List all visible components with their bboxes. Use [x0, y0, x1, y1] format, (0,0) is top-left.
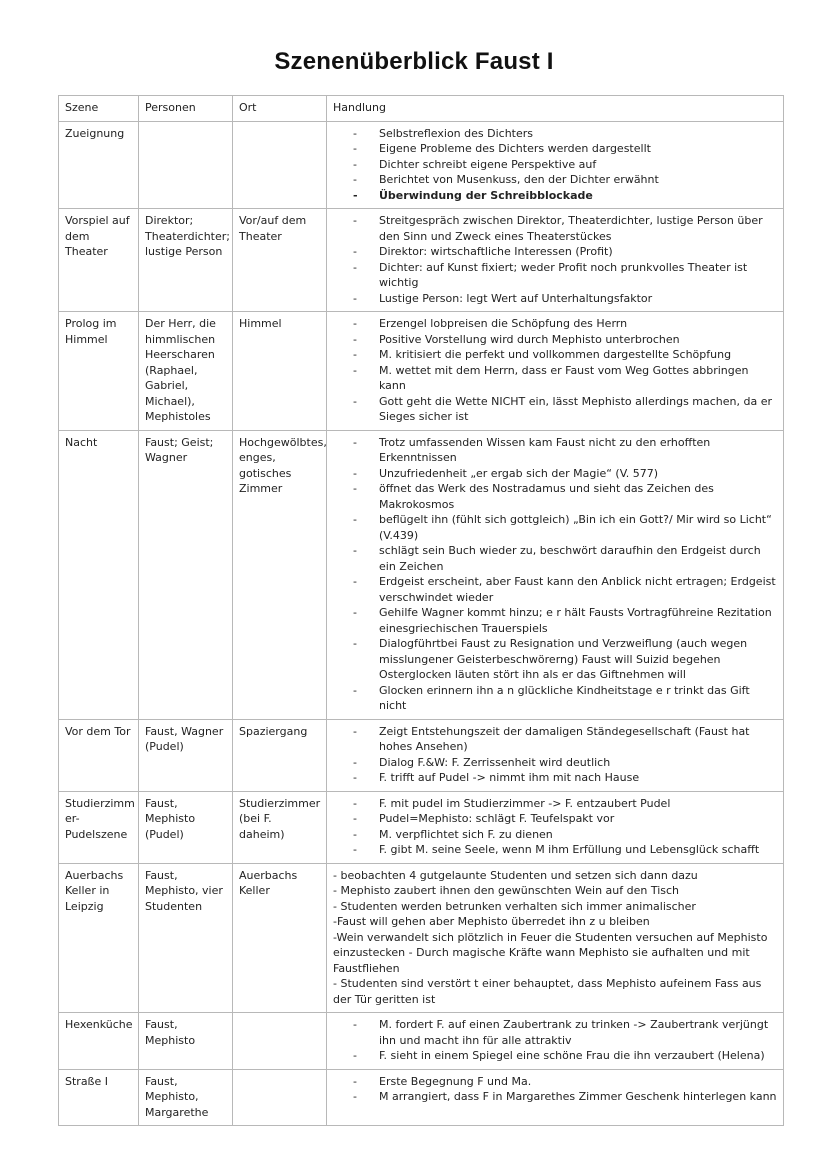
plot-item: - Dialog F.&W: F. Zerrissenheit wird deutlich	[377, 755, 777, 771]
location-cell: Auerbachs Keller	[233, 863, 327, 1013]
plot-item: - öffnet das Werk des Nostradamus und sieht das Zeichen des Makrokosmos	[377, 481, 777, 512]
plot-text: - beobachten 4 gutgelaunte Studenten und setzen sich dann dazu - Mephisto zaubert ihnen den gewünschten Wein auf den Tisch - Studenten werden betrunken verhalten sich immer animalischer -Faust will gehen aber Mephisto überredet ihn z u bleiben -Wein verwandelt sich plötzlich in Feuer die Studenten versuchen auf Mephisto einzustecken - Durch magische Kräfte wann Mephisto sie aufhalten und mit Faustfliehen - Studenten sind verstört t einer behauptet, dass Mephisto aufeinem Fass aus der Tür geritten ist	[333, 868, 768, 1006]
plot-cell	[327, 791, 784, 863]
persons-cell: Direktor; Theaterdichter; lustige Person	[139, 209, 233, 312]
plot-cell	[327, 430, 784, 719]
persons-cell: Faust, Mephisto, Margarethe	[139, 1069, 233, 1126]
scene-name-cell: Straße I	[59, 1069, 139, 1126]
plot-item: - Erdgeist erscheint, aber Faust kann den Anblick nicht ertragen; Erdgeist verschwindet wieder	[377, 574, 777, 605]
scene-table	[58, 95, 784, 1126]
plot-item: - Unzufriedenheit „er ergab sich der Magie“ (V. 577)	[377, 466, 777, 482]
plot-list	[333, 126, 777, 204]
table-row	[59, 863, 784, 1013]
plot-list	[333, 724, 777, 786]
plot-item: - Überwindung der Schreibblockade	[377, 188, 777, 204]
persons-cell: Faust, Mephisto	[139, 1013, 233, 1070]
plot-item: - Selbstreflexion des Dichters	[377, 126, 777, 142]
persons-cell: Faust; Geist; Wagner	[139, 430, 233, 719]
table-row	[59, 121, 784, 209]
plot-item: - Streitgespräch zwischen Direktor, Theaterdichter, lustige Person über den Sinn und Zweck eines Theaterstückes	[377, 213, 777, 244]
persons-cell: Faust, Mephisto, vier Studenten	[139, 863, 233, 1013]
location-cell: Spaziergang	[233, 719, 327, 791]
header-row	[59, 96, 784, 122]
plot-cell	[327, 312, 784, 431]
plot-item: - M. verpflichtet sich F. zu dienen	[377, 827, 777, 843]
plot-item: - Direktor: wirtschaftliche Interessen (Profit)	[377, 244, 777, 260]
persons-cell: Faust, Mephisto (Pudel)	[139, 791, 233, 863]
plot-item: - Berichtet von Musenkuss, den der Dichter erwähnt	[377, 172, 777, 188]
plot-item: - Gott geht die Wette NICHT ein, lässt Mephisto allerdings machen, da er Sieges sicher ist	[377, 394, 777, 425]
table-row	[59, 1013, 784, 1070]
location-cell: Hochgewölbtes, enges, gotisches Zimmer	[233, 430, 327, 719]
header-ort: Ort	[233, 96, 327, 122]
plot-item: - Erste Begegnung F und Ma.	[377, 1074, 777, 1090]
plot-item: - M. kritisiert die perfekt und vollkommen dargestellte Schöpfung	[377, 347, 777, 363]
plot-cell	[327, 121, 784, 209]
plot-item: - schlägt sein Buch wieder zu, beschwört daraufhin den Erdgeist durch ein Zeichen	[377, 543, 777, 574]
page-title: Szenenüberblick Faust I	[274, 48, 554, 75]
plot-cell	[327, 719, 784, 791]
plot-cell	[327, 863, 784, 1013]
header-personen: Personen	[139, 96, 233, 122]
scene-name-cell: Zueignung	[59, 121, 139, 209]
plot-item: - M arrangiert, dass F in Margarethes Zimmer Geschenk hinterlegen kann	[377, 1089, 777, 1105]
location-cell	[233, 1013, 327, 1070]
location-cell: Himmel	[233, 312, 327, 431]
plot-item: - F. gibt M. seine Seele, wenn M ihm Erfüllung und Lebensglück schafft	[377, 842, 777, 858]
persons-cell: Faust, Wagner (Pudel)	[139, 719, 233, 791]
scene-name-cell: Studierzimm er-Pudelszene	[59, 791, 139, 863]
plot-item: - F. trifft auf Pudel -> nimmt ihm mit nach Hause	[377, 770, 777, 786]
scene-name-cell: Vorspiel auf dem Theater	[59, 209, 139, 312]
plot-item: - Lustige Person: legt Wert auf Unterhaltungsfaktor	[377, 291, 777, 307]
plot-item: - beflügelt ihn (fühlt sich gottgleich) „Bin ich ein Gott?/ Mir wird so Licht“ (V.439)	[377, 512, 777, 543]
plot-cell	[327, 1013, 784, 1070]
plot-item: - Dialogführtbei Faust zu Resignation und Verzweiflung (auch wegen misslungener Geisterbeschwörerng) Faust will Suizid begehen Osterglocken läuten stört ihn als er das Giftnehmen will	[377, 636, 777, 683]
persons-cell	[139, 121, 233, 209]
scene-name-cell: Vor dem Tor	[59, 719, 139, 791]
plot-item: - Gehilfe Wagner kommt hinzu; e r hält Fausts Vortragführeine Rezitation einesgriechischen Trauerspiels	[377, 605, 777, 636]
scene-name-cell: Auerbachs Keller in Leipzig	[59, 863, 139, 1013]
plot-list	[333, 1074, 777, 1105]
scene-name-cell: Nacht	[59, 430, 139, 719]
table-row	[59, 1069, 784, 1126]
plot-item: - Trotz umfassenden Wissen kam Faust nicht zu den erhofften Erkenntnissen	[377, 435, 777, 466]
plot-item: - Positive Vorstellung wird durch Mephisto unterbrochen	[377, 332, 777, 348]
table-row	[59, 430, 784, 719]
plot-item: - Dichter: auf Kunst fixiert; weder Profit noch prunkvolles Theater ist wichtig	[377, 260, 777, 291]
scene-table-body	[59, 96, 784, 1126]
plot-list	[333, 796, 777, 858]
plot-item: - Eigene Probleme des Dichters werden dargestellt	[377, 141, 777, 157]
scene-name-cell: Hexenküche	[59, 1013, 139, 1070]
plot-list	[333, 316, 777, 425]
plot-list	[333, 1017, 777, 1064]
location-cell: Vor/auf dem Theater	[233, 209, 327, 312]
plot-item: - Glocken erinnern ihn a n glückliche Kindheitstage e r trinkt das Gift nicht	[377, 683, 777, 714]
scene-name-cell: Prolog im Himmel	[59, 312, 139, 431]
plot-item: - F. mit pudel im Studierzimmer -> F. entzaubert Pudel	[377, 796, 777, 812]
header-szene: Szene	[59, 96, 139, 122]
plot-list	[333, 213, 777, 306]
plot-item: - Dichter schreibt eigene Perspektive auf	[377, 157, 777, 173]
table-row	[59, 209, 784, 312]
location-cell: Studierzimmer (bei F. daheim)	[233, 791, 327, 863]
table-row	[59, 791, 784, 863]
plot-item: - M. wettet mit dem Herrn, dass er Faust vom Weg Gottes abbringen kann	[377, 363, 777, 394]
plot-cell	[327, 1069, 784, 1126]
plot-list	[333, 435, 777, 714]
persons-cell: Der Herr, die himmlischen Heerscharen (Raphael, Gabriel, Michael), Mephistoles	[139, 312, 233, 431]
plot-item: - M. fordert F. auf einen Zaubertrank zu trinken -> Zaubertrank verjüngt ihn und macht ihn für alle attraktiv	[377, 1017, 777, 1048]
table-row	[59, 719, 784, 791]
location-cell	[233, 121, 327, 209]
plot-item: - F. sieht in einem Spiegel eine schöne Frau die ihn verzaubert (Helena)	[377, 1048, 777, 1064]
table-row	[59, 312, 784, 431]
plot-item: - Zeigt Entstehungszeit der damaligen Ständegesellschaft (Faust hat hohes Ansehen)	[377, 724, 777, 755]
plot-item: - Erzengel lobpreisen die Schöpfung des Herrn	[377, 316, 777, 332]
header-handlung: Handlung	[327, 96, 784, 122]
plot-cell	[327, 209, 784, 312]
plot-item: - Pudel=Mephisto: schlägt F. Teufelspakt vor	[377, 811, 777, 827]
location-cell	[233, 1069, 327, 1126]
